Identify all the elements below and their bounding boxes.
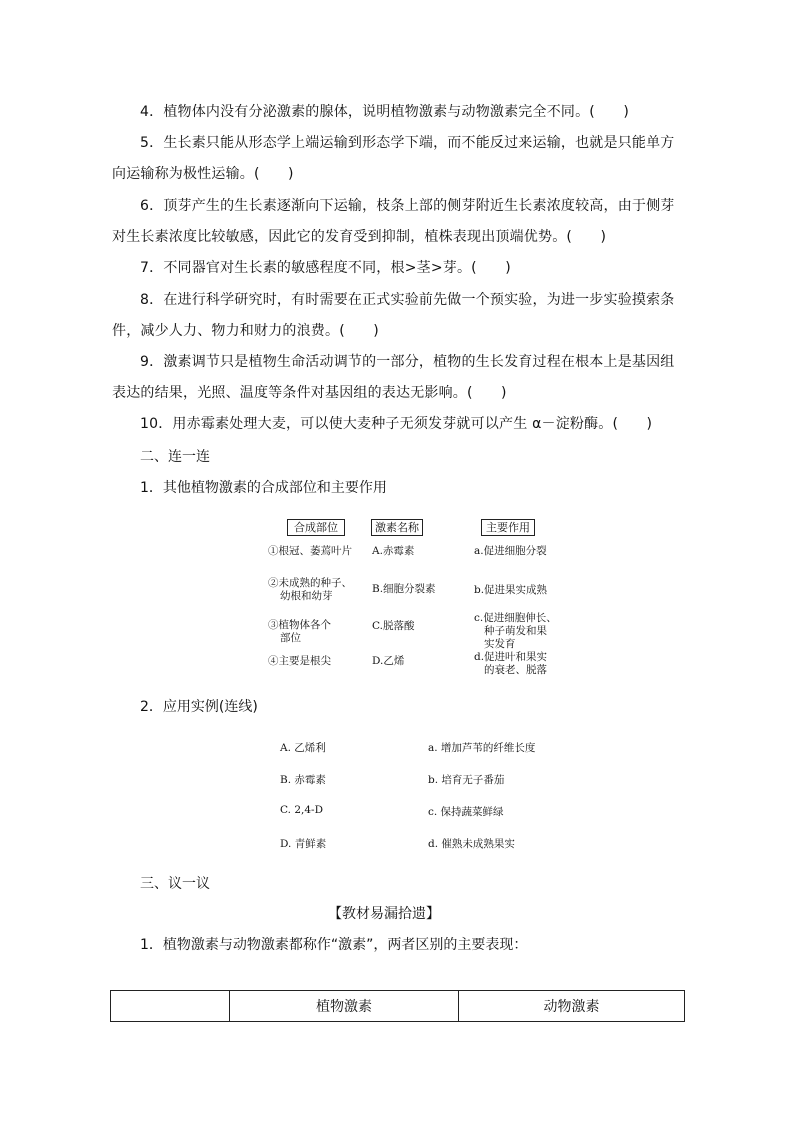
item-number: 5．: [140, 135, 164, 151]
site-item-2: ②未成熟的种子、 幼根和幼芽: [268, 577, 352, 602]
table-header-animal-hormone: 动物激素: [459, 991, 685, 1022]
hormone-b: B.细胞分裂素: [372, 583, 436, 595]
effect-d: d.促进叶和果实 的衰老、脱落: [474, 651, 548, 676]
hormone-c: C.脱落酸: [372, 620, 415, 632]
app-right-c: c. 保持蔬菜鲜绿: [428, 806, 504, 818]
item-text: 用赤霉素处理大麦，可以使大麦种子无须发芽就可以产生 α－淀粉酶。( ): [172, 416, 653, 432]
item-text: 在进行科学研究时，有时需要在正式实验前先做一个预实验，为进一步实验摸索条件，减少人力、物力和财力的浪费。( ): [112, 292, 675, 339]
app-left-c: C. 2,4-D: [280, 804, 323, 816]
header-main-effect: 主要作用: [481, 519, 535, 536]
judge-item-6: [112, 191, 686, 253]
item-text: 激素调节只是植物生命活动调节的一部分，植物的生长发育过程在根本上是基因组表达的结果，光照、温度等条件对基因组的表达无影响。( ): [112, 354, 675, 401]
site-item-4: ④主要是根尖: [268, 655, 331, 667]
judge-item-4: [112, 97, 686, 128]
question-2-title: 2．应用实例(连线): [140, 699, 258, 715]
app-right-d: d. 催熟未成熟果实: [428, 838, 515, 850]
section-heading-discuss: 三、议一议: [140, 876, 210, 892]
item-number: 8．: [140, 292, 164, 308]
item-number: 7．: [140, 260, 164, 276]
effect-a: a.促进细胞分裂: [474, 545, 547, 557]
item-text: 不同器官对生长素的敏感程度不同，根>茎>芽。( ): [163, 260, 511, 276]
judge-item-5: [112, 128, 686, 190]
effect-c: c.促进细胞伸长、 种子萌发和果 实发育: [474, 612, 557, 650]
hormone-a: A.赤霉素: [372, 545, 415, 557]
effect-b: b.促进果实成熟: [474, 584, 548, 596]
app-right-a: a. 增加芦苇的纤维长度: [428, 742, 536, 754]
question-3-1: 1．植物激素与动物激素都称作“激素”，两者区别的主要表现：: [140, 937, 528, 953]
app-left-d: D. 青鲜素: [280, 838, 327, 850]
item-number: 6．: [140, 198, 164, 214]
app-left-b: B. 赤霉素: [280, 774, 326, 786]
item-number: 9．: [140, 354, 164, 370]
site-item-1: ①根冠、萎蔫叶片: [268, 545, 352, 557]
app-left-a: A. 乙烯利: [280, 742, 326, 754]
site-item-3: ③植物体各个 部位: [268, 619, 331, 644]
item-text: 植物体内没有分泌激素的腺体，说明植物激素与动物激素完全不同。( ): [163, 104, 630, 120]
comparison-table: [110, 990, 685, 1022]
judge-item-9: [112, 347, 686, 409]
judge-item-7: [112, 253, 686, 284]
item-text: 顶芽产生的生长素逐渐向下运输，枝条上部的侧芽附近生长素浓度较高，由于侧芽对生长素浓度比较敏感，因此它的发育受到抑制，植株表现出顶端优势。( ): [112, 198, 675, 245]
header-synthesis-site: 合成部位: [287, 519, 345, 536]
table-header-empty: [111, 991, 230, 1022]
judge-item-8: [112, 285, 686, 347]
subheading-textbook: 【教材易漏拾遗】: [328, 906, 440, 922]
table-row: [111, 991, 685, 1022]
hormone-d: D.乙烯: [372, 655, 405, 667]
item-text: 生长素只能从形态学上端运输到形态学下端，而不能反过来运输，也就是只能单方向运输称为极性运输。( ): [112, 135, 675, 182]
item-number: 10．: [140, 416, 173, 432]
item-number: 4．: [140, 104, 164, 120]
app-right-b: b. 培育无子番茄: [428, 774, 505, 786]
header-hormone-name: 激素名称: [371, 519, 423, 536]
judge-item-10: [112, 409, 686, 440]
section-heading-connect: 二、连一连: [140, 449, 210, 465]
question-1-title: 1．其他植物激素的合成部位和主要作用: [140, 480, 387, 496]
table-header-plant-hormone: 植物激素: [230, 991, 459, 1022]
